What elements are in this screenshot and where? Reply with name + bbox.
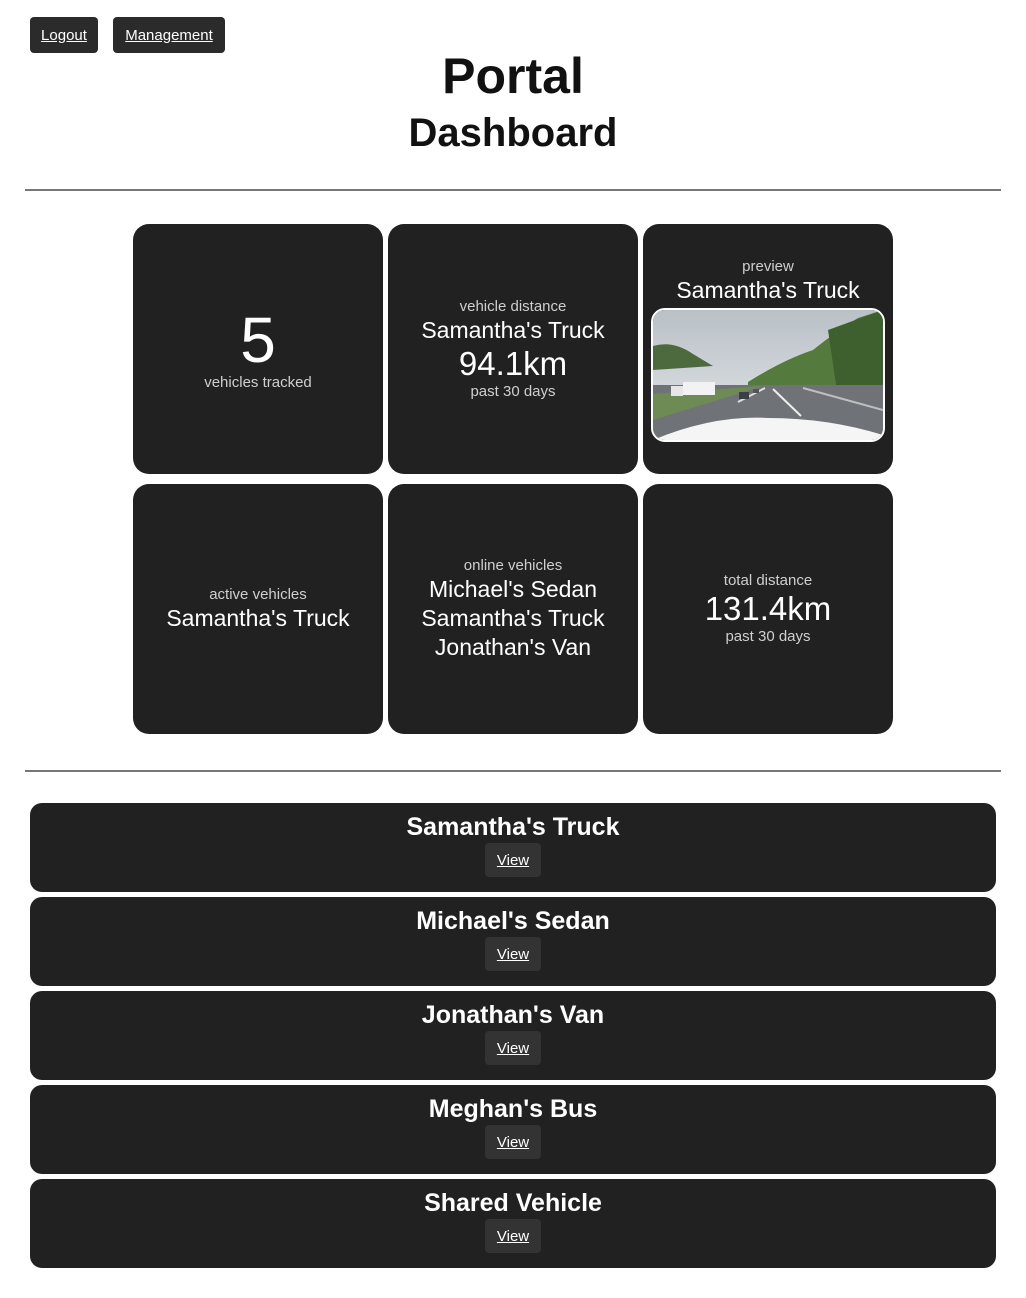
view-vehicle-button[interactable]: View	[485, 843, 541, 877]
total-distance-tile	[643, 484, 893, 734]
vehicle-row	[30, 803, 996, 892]
camera-preview-image[interactable]	[651, 308, 885, 442]
view-vehicle-button[interactable]: View	[485, 937, 541, 971]
preview-vehicle-name: Samantha's Truck	[676, 277, 860, 303]
vehicle-name: Meghan's Bus	[428, 1095, 598, 1123]
vehicles-tracked-tile	[133, 224, 383, 474]
vehicle-row	[30, 991, 996, 1080]
vehicle-distance-value: 94.1km	[458, 344, 568, 382]
total-distance-period: past 30 days	[725, 628, 811, 645]
logout-button[interactable]: Logout	[30, 17, 98, 53]
vehicle-row	[30, 1179, 996, 1268]
vehicle-name: Samantha's Truck	[406, 813, 620, 841]
vehicle-distance-name: Samantha's Truck	[421, 316, 605, 343]
vehicle-name: Michael's Sedan	[416, 907, 610, 935]
view-vehicle-button[interactable]: View	[485, 1219, 541, 1253]
vehicle-distance-tile	[388, 224, 638, 474]
vehicles-tracked-label: vehicles tracked	[204, 374, 312, 391]
preview-tile	[643, 224, 893, 474]
active-vehicle-name: Samantha's Truck	[166, 604, 350, 631]
vehicle-distance-period: past 30 days	[470, 382, 556, 400]
online-vehicle-name: Michael's Sedan	[428, 575, 598, 602]
total-distance-label: total distance	[723, 572, 813, 589]
page-title: Portal	[442, 48, 584, 104]
online-vehicle-name: Samantha's Truck	[421, 604, 605, 631]
online-vehicle-name: Jonathan's Van	[434, 633, 592, 660]
active-vehicles-tile	[133, 484, 383, 734]
divider	[25, 770, 1001, 772]
management-button[interactable]: Management	[113, 17, 225, 53]
vehicles-tracked-count: 5	[240, 304, 276, 376]
vehicle-name: Jonathan's Van	[421, 1001, 605, 1029]
active-vehicles-label: active vehicles	[209, 585, 307, 603]
preview-label: preview	[742, 258, 794, 275]
view-vehicle-button[interactable]: View	[485, 1125, 541, 1159]
vehicle-row	[30, 897, 996, 986]
divider	[25, 189, 1001, 191]
vehicle-name: Shared Vehicle	[424, 1189, 602, 1217]
vehicle-distance-label: vehicle distance	[459, 297, 567, 315]
online-vehicles-label: online vehicles	[463, 556, 563, 574]
page-subtitle: Dashboard	[408, 111, 618, 155]
view-vehicle-button[interactable]: View	[485, 1031, 541, 1065]
online-vehicles-tile	[388, 484, 638, 734]
total-distance-value: 131.4km	[704, 590, 832, 627]
vehicle-row	[30, 1085, 996, 1174]
